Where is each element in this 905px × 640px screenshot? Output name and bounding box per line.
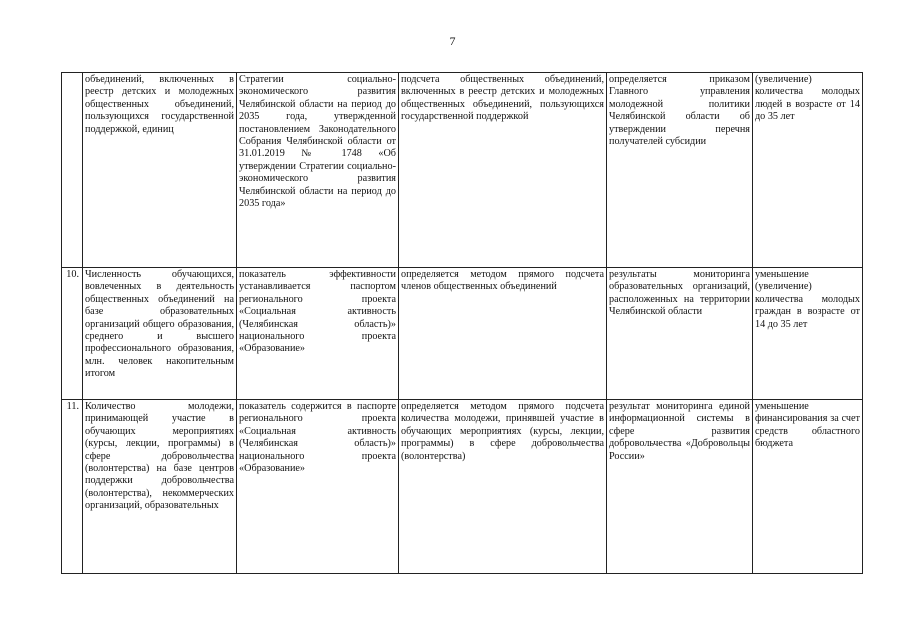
indicators-table bbox=[61, 72, 863, 574]
table-row bbox=[62, 73, 863, 268]
influencing-factors-cell: уменьшение финансирования за счет средств областного бюджета bbox=[753, 400, 863, 574]
data-source-cell: результат мониторинга единой информационной системы в сфере развития добровольчества «Добровольцы России» bbox=[607, 400, 753, 574]
influencing-factors-cell: уменьшение (увеличение) количества молодых граждан в возрасте от 14 до 35 лет bbox=[753, 268, 863, 400]
indicator-name-cell: объединений, включенных в реестр детских и молодежных общественных объединений, пользующихся государственной поддержкой, единиц bbox=[83, 73, 237, 268]
table-row bbox=[62, 268, 863, 400]
page-number: 7 bbox=[449, 34, 456, 48]
data-source-cell: определяется приказом Главного управления молодежной политики Челябинской области об утверждении перечня получателей субсидии bbox=[607, 73, 753, 268]
row-number-cell: 11. bbox=[62, 400, 83, 574]
calculation-method-cell: определяется методом прямого подсчета членов общественных объединений bbox=[399, 268, 607, 400]
indicator-basis-cell: Стратегии социально-экономического развития Челябинской области на период до 2035 года, утвержденной постановлением Законодательного Собрания Челябинской области от 31.01.2019 № 1748 «Об утверждении Стратегии социально-экономического развития Челябинской области на период до 2035 года» bbox=[237, 73, 399, 268]
table-row bbox=[62, 400, 863, 574]
indicator-basis-cell: показатель содержится в паспорте регионального проекта «Социальная активность (Челябинская область)» национального проекта «Образование» bbox=[237, 400, 399, 574]
row-number-cell: 10. bbox=[62, 268, 83, 400]
data-source-cell: результаты мониторинга образовательных организаций, расположенных на территории Челябинской области bbox=[607, 268, 753, 400]
indicator-name-cell: Количество молодежи, принимающей участие в обучающих мероприятиях (курсы, лекции, программы) в сфере добровольчества (волонтерства) на базе центров поддержки добровольчества (волонтерства), некоммерческих организаций, образовательных bbox=[83, 400, 237, 574]
influencing-factors-cell: (увеличение) количества молодых людей в возрасте от 14 до 35 лет bbox=[753, 73, 863, 268]
indicator-basis-cell: показатель эффективности устанавливается паспортом регионального проекта «Социальная активность (Челябинская область)» национального проекта «Образование» bbox=[237, 268, 399, 400]
calculation-method-cell: определяется методом прямого подсчета количества молодежи, принявшей участие в обучающих мероприятиях (курсы, лекции, программы) в сфере добровольчества (волонтерства) bbox=[399, 400, 607, 574]
calculation-method-cell: подсчета общественных объединений, включенных в реестр детских и молодежных общественных объединений, пользующихся государственной поддержкой bbox=[399, 73, 607, 268]
row-number-cell bbox=[62, 73, 83, 268]
indicator-name-cell: Численность обучающихся, вовлеченных в деятельность общественных объединений на базе образовательных организаций общего образования, среднего и высшего профессионального образования, млн. человек накопительным итогом bbox=[83, 268, 237, 400]
